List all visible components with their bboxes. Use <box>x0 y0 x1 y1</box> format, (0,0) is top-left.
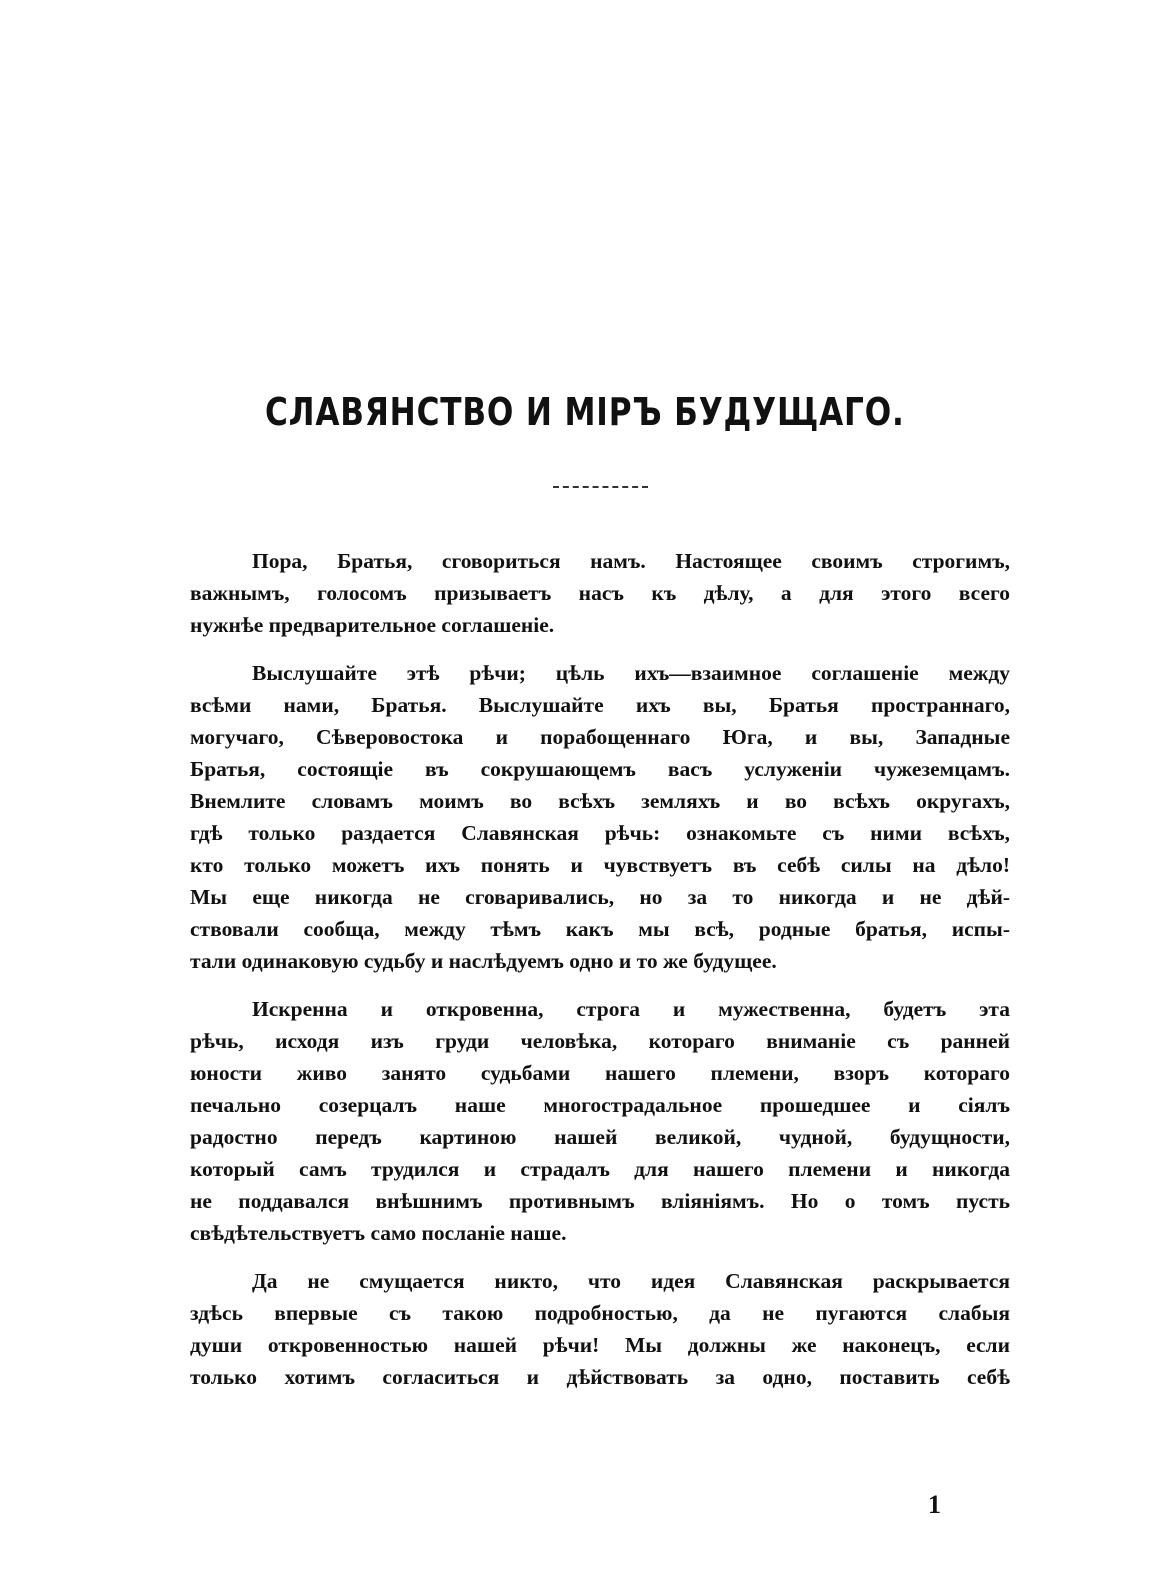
text-line: печально созерцалъ наше многострадальное прошедшее и сіялъ <box>190 1093 1010 1117</box>
text-line: здѣсь впервые съ такою подробностью, да не пугаются слабыя <box>190 1301 1010 1325</box>
body-text <box>190 545 1010 1409</box>
text-line: нужнѣе предварительное соглашеніе. <box>190 613 555 637</box>
paragraph-3 <box>190 993 1010 1249</box>
paragraph-4 <box>190 1265 1010 1393</box>
text-line: Внемлите словамъ моимъ во всѣхъ земляхъ и во всѣхъ округахъ, <box>190 789 1010 813</box>
text-line: всѣми нами, Братья. Выслушайте ихъ вы, Братья пространнаго, <box>190 693 1010 717</box>
paragraph-2 <box>190 657 1010 977</box>
text-line: Пора, Братья, сговориться намъ. Настоящее своимъ строгимъ, <box>252 549 1010 573</box>
text-line: свѣдѣтельствуетъ само посланіе наше. <box>190 1221 567 1245</box>
text-line: Братья, состоящіе въ сокрушающемъ васъ услуженіи чужеземцамъ. <box>190 757 1010 781</box>
text-line: который самъ трудился и страдалъ для нашего племени и никогда <box>190 1157 1010 1181</box>
page-title: СЛАВЯНСТВО И МІРЪ БУДУЩАГО. <box>264 390 905 434</box>
text-line: только хотимъ согласиться и дѣйствовать за одно, поставить себѣ <box>190 1365 1010 1389</box>
text-line: радостно передъ картиною нашей великой, чудной, будущности, <box>190 1125 1010 1149</box>
paragraph-1 <box>190 545 1010 641</box>
text-line: тали одинаковую судьбу и наслѣдуемъ одно и то же будущее. <box>190 949 777 973</box>
page-number: 1 <box>928 1490 941 1519</box>
text-line: Мы еще никогда не сговаривались, но за то никогда и не дѣй- <box>190 885 1010 909</box>
text-line: не поддавался внѣшнимъ противнымъ вліяніямъ. Но о томъ пусть <box>190 1189 1010 1213</box>
text-line: гдѣ только раздается Славянская рѣчь: ознакомьте съ ними всѣхъ, <box>190 821 1010 845</box>
text-line: важнымъ, голосомъ призываетъ насъ къ дѣлу, а для этого всего <box>190 581 1010 605</box>
text-line: души откровенностью нашей рѣчи! Мы должны же наконецъ, если <box>190 1333 1010 1357</box>
text-line: Выслушайте этѣ рѣчи; цѣль ихъ—взаимное соглашеніе между <box>252 661 1010 685</box>
text-line: Искренна и откровенна, строга и мужественна, будетъ эта <box>252 997 1010 1021</box>
text-line: ствовали сообща, между тѣмъ какъ мы всѣ, родные братья, испы- <box>190 917 1010 941</box>
text-line: рѣчь, исходя изъ груди человѣка, котораго вниманіе съ ранней <box>190 1029 1010 1053</box>
text-line: кто только можетъ ихъ понять и чувствуетъ въ себѣ силы на дѣло! <box>190 853 1010 877</box>
text-line: Да не смущается никто, что идея Славянская раскрывается <box>252 1269 1010 1293</box>
text-line: юности живо занято судьбами нашего племени, взоръ котораго <box>190 1061 1010 1085</box>
text-line: могучаго, Сѣверовостока и порабощеннаго Юга, и вы, Западные <box>190 725 1010 749</box>
title-divider <box>553 486 648 488</box>
